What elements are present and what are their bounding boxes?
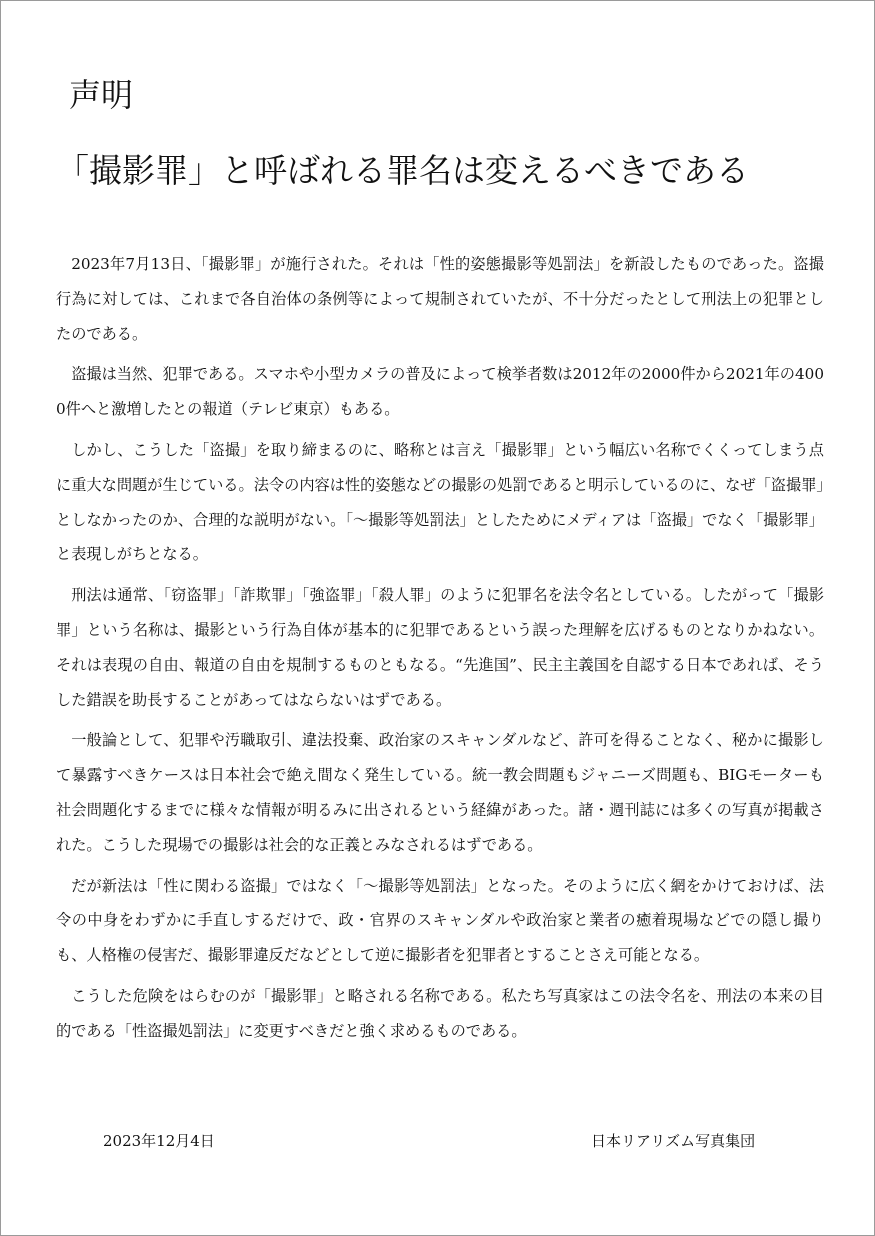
paragraph-5: 一般論として、犯罪や汚職取引、違法投棄、政治家のスキャンダルなど、許可を得ることなく、秘かに撮影して暴露すべきケースは日本社会で絶え間なく発生している。統一教会問題もジャニーズ問題も、BIGモーターも社会問題化するまでに様々な情報が明るみに出されるという経緯があった。諸・週刊誌には多くの写真が掲載された。こうした現場での撮影は社会的な正義とみなされるはずである。 [56, 731, 824, 854]
statement-date: 2023年12月4日 [103, 1132, 215, 1150]
paragraph-6: だが新法は「性に関わる盗撮」ではなく「～撮影等処罰法」となった。そのように広く網をかけておけば、法令の中身をわずかに手直しするだけで、政・官界のスキャンダルや政治家と業者の癒着現場などでの隠し撮りも、人格権の侵害だ、撮影罪違反だなどとして逆に撮影者を犯罪者とすることさえ可能となる。 [56, 876, 824, 965]
paragraph-7: こうした危険をはらむのが「撮影罪」と略される名称である。私たち写真家はこの法令名を、刑法の本来の目的である「性盗撮処罰法」に変更すべきだと強く求めるものである。 [56, 986, 824, 1040]
paragraph-3: しかし、こうした「盗撮」を取り締まるのに、略称とは言え「撮影罪」という幅広い名称でくくってしまう点に重大な問題が生じている。法令の内容は性的姿態などの撮影の処罰であると明示しているのに、なぜ「盗撮罪」としなかったのか、合理的な説明がない。「～撮影等処罰法」としたためにメディアは「盗撮」でなく「撮影罪」と表現しがちとなる。 [56, 440, 824, 564]
statement-body [56, 247, 824, 1055]
paragraph-2: 盗撮は当然、犯罪である。スマホや小型カメラの普及によって検挙者数は2012年の2000件から2021年の4000件へと激増したとの報道（テレビ東京）もある。 [56, 365, 824, 419]
statement-title: 「撮影罪」と呼ばれる罪名は変えるべきである [56, 151, 749, 190]
paragraph-1: 2023年7月13日、「撮影罪」が施行された。それは「性的姿態撮影等処罰法」を新設したものであった。盗撮行為に対しては、これまで各自治体の条例等によって規制されていたが、不十分だったとして刑法上の犯罪としたのである。 [56, 255, 824, 343]
statement-organization: 日本リアリズム写真集団 [591, 1132, 756, 1150]
statement-heading: 声明 [69, 76, 134, 114]
paragraph-4: 刑法は通常、「窃盗罪」「詐欺罪」「強盗罪」「殺人罪」のように犯罪名を法令名としている。したがって「撮影罪」という名称は、撮影という行為自体が基本的に犯罪であるという誤った理解を広げるものとなりかねない。それは表現の自由、報道の自由を規制するものともなる。“先進国”、民主主義国を自認する日本であれば、そうした錯誤を助長することがあってはならないはずである。 [56, 586, 825, 709]
